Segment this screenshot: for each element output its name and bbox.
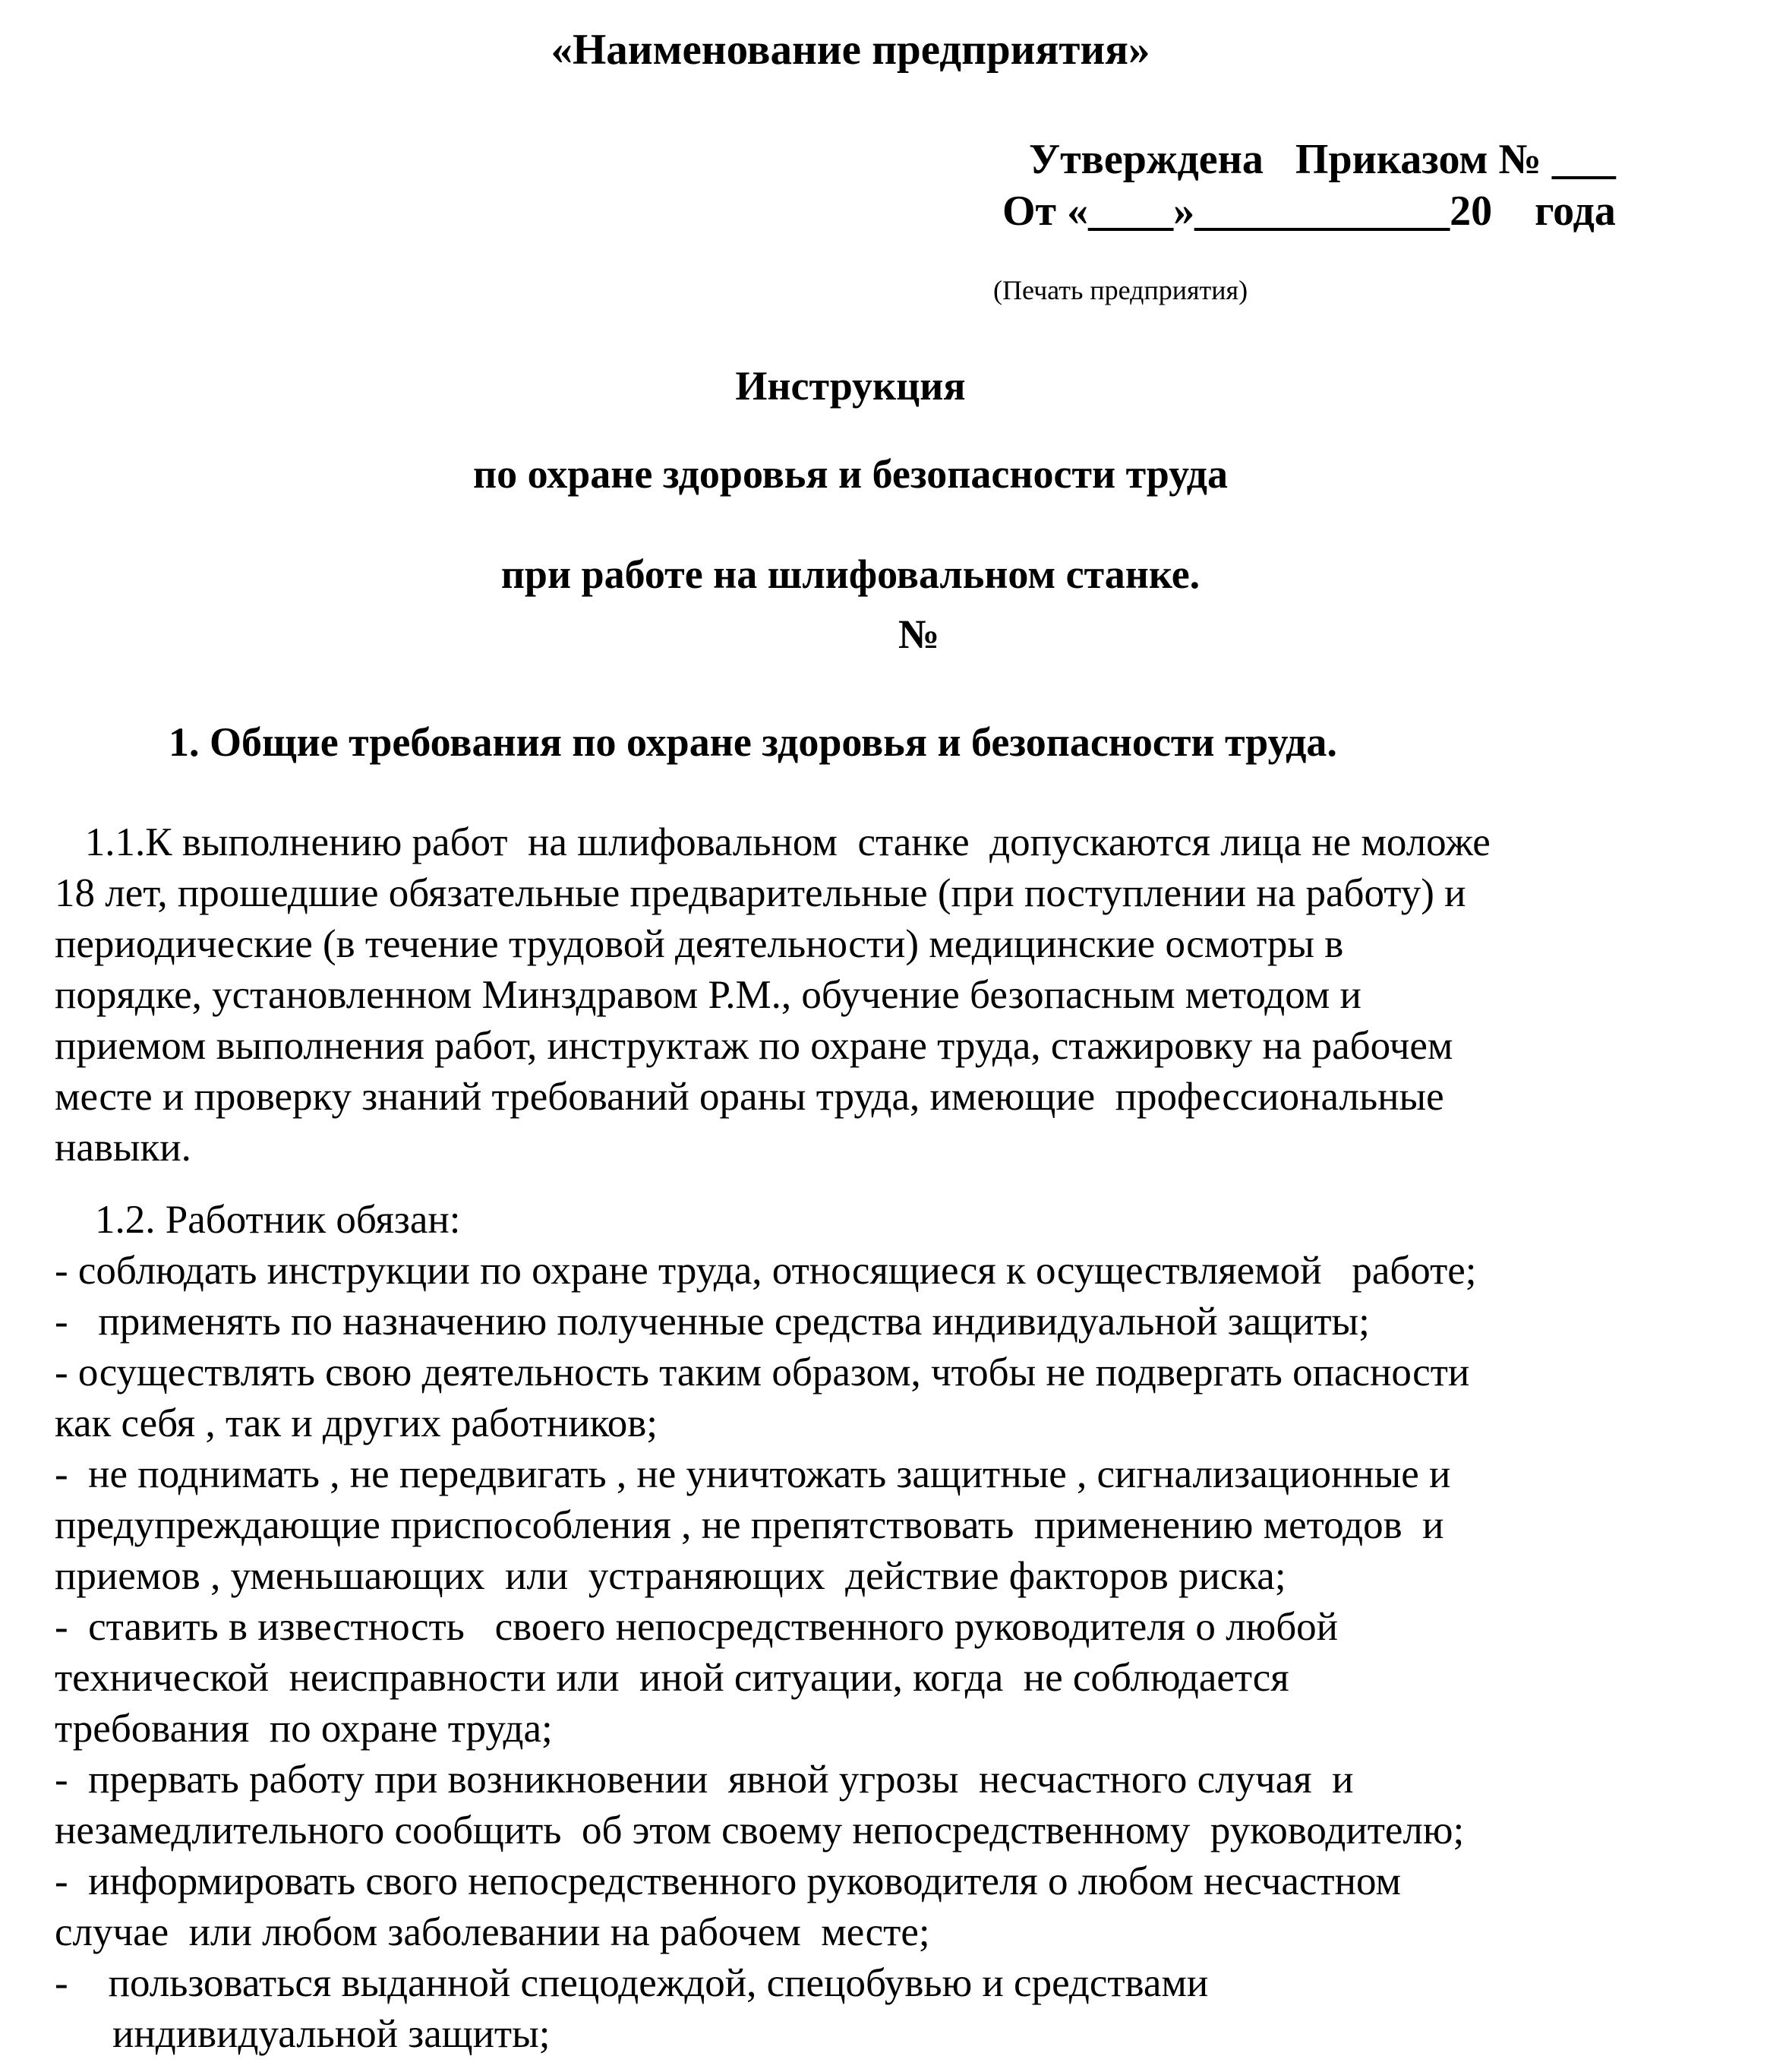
- text-line: - пользоваться выданной спецодеждой, спецобувью и средствами: [55, 1961, 1209, 2005]
- approval-date-line: От «____»____________20 года: [1002, 188, 1616, 235]
- text-line: - информировать свого непосредственного руководителя о любом несчастном: [55, 1859, 1401, 1903]
- text-line: предупреждающие приспособления , не препятствовать применению методов и: [55, 1503, 1444, 1547]
- text-line: технической неисправности или иной ситуации, когда не соблюдается: [55, 1656, 1289, 1700]
- text-line: навыки.: [55, 1126, 191, 1170]
- text-line: - ставить в известность своего непосредственного руководителя о любой: [55, 1605, 1339, 1649]
- paragraph-1-2: [55, 1195, 1649, 2060]
- text-line: приемов , уменьшающих или устраняющих действие факторов риска;: [55, 1554, 1286, 1598]
- text-line: - применять по назначению полученные средства индивидуальной защиты;: [55, 1300, 1370, 1344]
- text-line: периодические (в течение трудовой деятельности) медицинские осмотры в: [55, 922, 1344, 966]
- text-line: незамедлительного сообщить об этом своему непосредственному руководителю;: [55, 1808, 1465, 1852]
- text-line: индивидуальной защиты;: [112, 2012, 551, 2056]
- text-line: приемом выполнения работ, инструктаж по охране труда, стажировку на рабочем: [55, 1024, 1453, 1068]
- document-subtitle-1: по охране здоровья и безопасности труда: [472, 451, 1229, 497]
- organization-name: «Наименование предприятия»: [551, 26, 1150, 74]
- seal-placeholder: (Печать предприятия): [993, 275, 1248, 305]
- section-1-heading: 1. Общие требования по охране здоровья и безопасности труда.: [169, 719, 1337, 765]
- text-line: - не поднимать , не передвигать , не уничтожать защитные , сигнализационные и: [55, 1452, 1451, 1496]
- document-number: №: [898, 611, 940, 657]
- approval-order-line: Утверждена Приказом № ___: [1029, 136, 1616, 183]
- text-line: порядке, установленном Минздравом Р.М., обучение безопасным методом и: [55, 973, 1361, 1017]
- text-line: 18 лет, прошедшие обязательные предварительные (при поступлении на работу) и: [55, 871, 1466, 915]
- text-line: требования по охране труда;: [55, 1707, 553, 1751]
- text-line: 1.1.К выполнению работ на шлифовальном станке допускаются лица не моложе: [55, 820, 1491, 864]
- document-title: Инструкция: [735, 363, 966, 409]
- text-line: 1.2. Работник обязан:: [55, 1198, 461, 1242]
- text-line: - соблюдать инструкции по охране труда, относящиеся к осуществляемой работе;: [55, 1249, 1477, 1293]
- text-line: случае или любом заболевании на рабочем месте;: [55, 1910, 930, 1954]
- document-subtitle-2: при работе на шлифовальном станке.: [500, 551, 1201, 597]
- paragraph-1-1: [55, 817, 1649, 1173]
- text-line: месте и проверку знаний требований ораны труда, имеющие профессиональные: [55, 1075, 1444, 1119]
- text-line: - прервать работу при возникновении явной угрозы несчастного случая и: [55, 1758, 1354, 1802]
- text-line: - осуществлять свою деятельность таким образом, чтобы не подвергать опасности: [55, 1350, 1470, 1394]
- text-line: как себя , так и других работников;: [55, 1401, 658, 1445]
